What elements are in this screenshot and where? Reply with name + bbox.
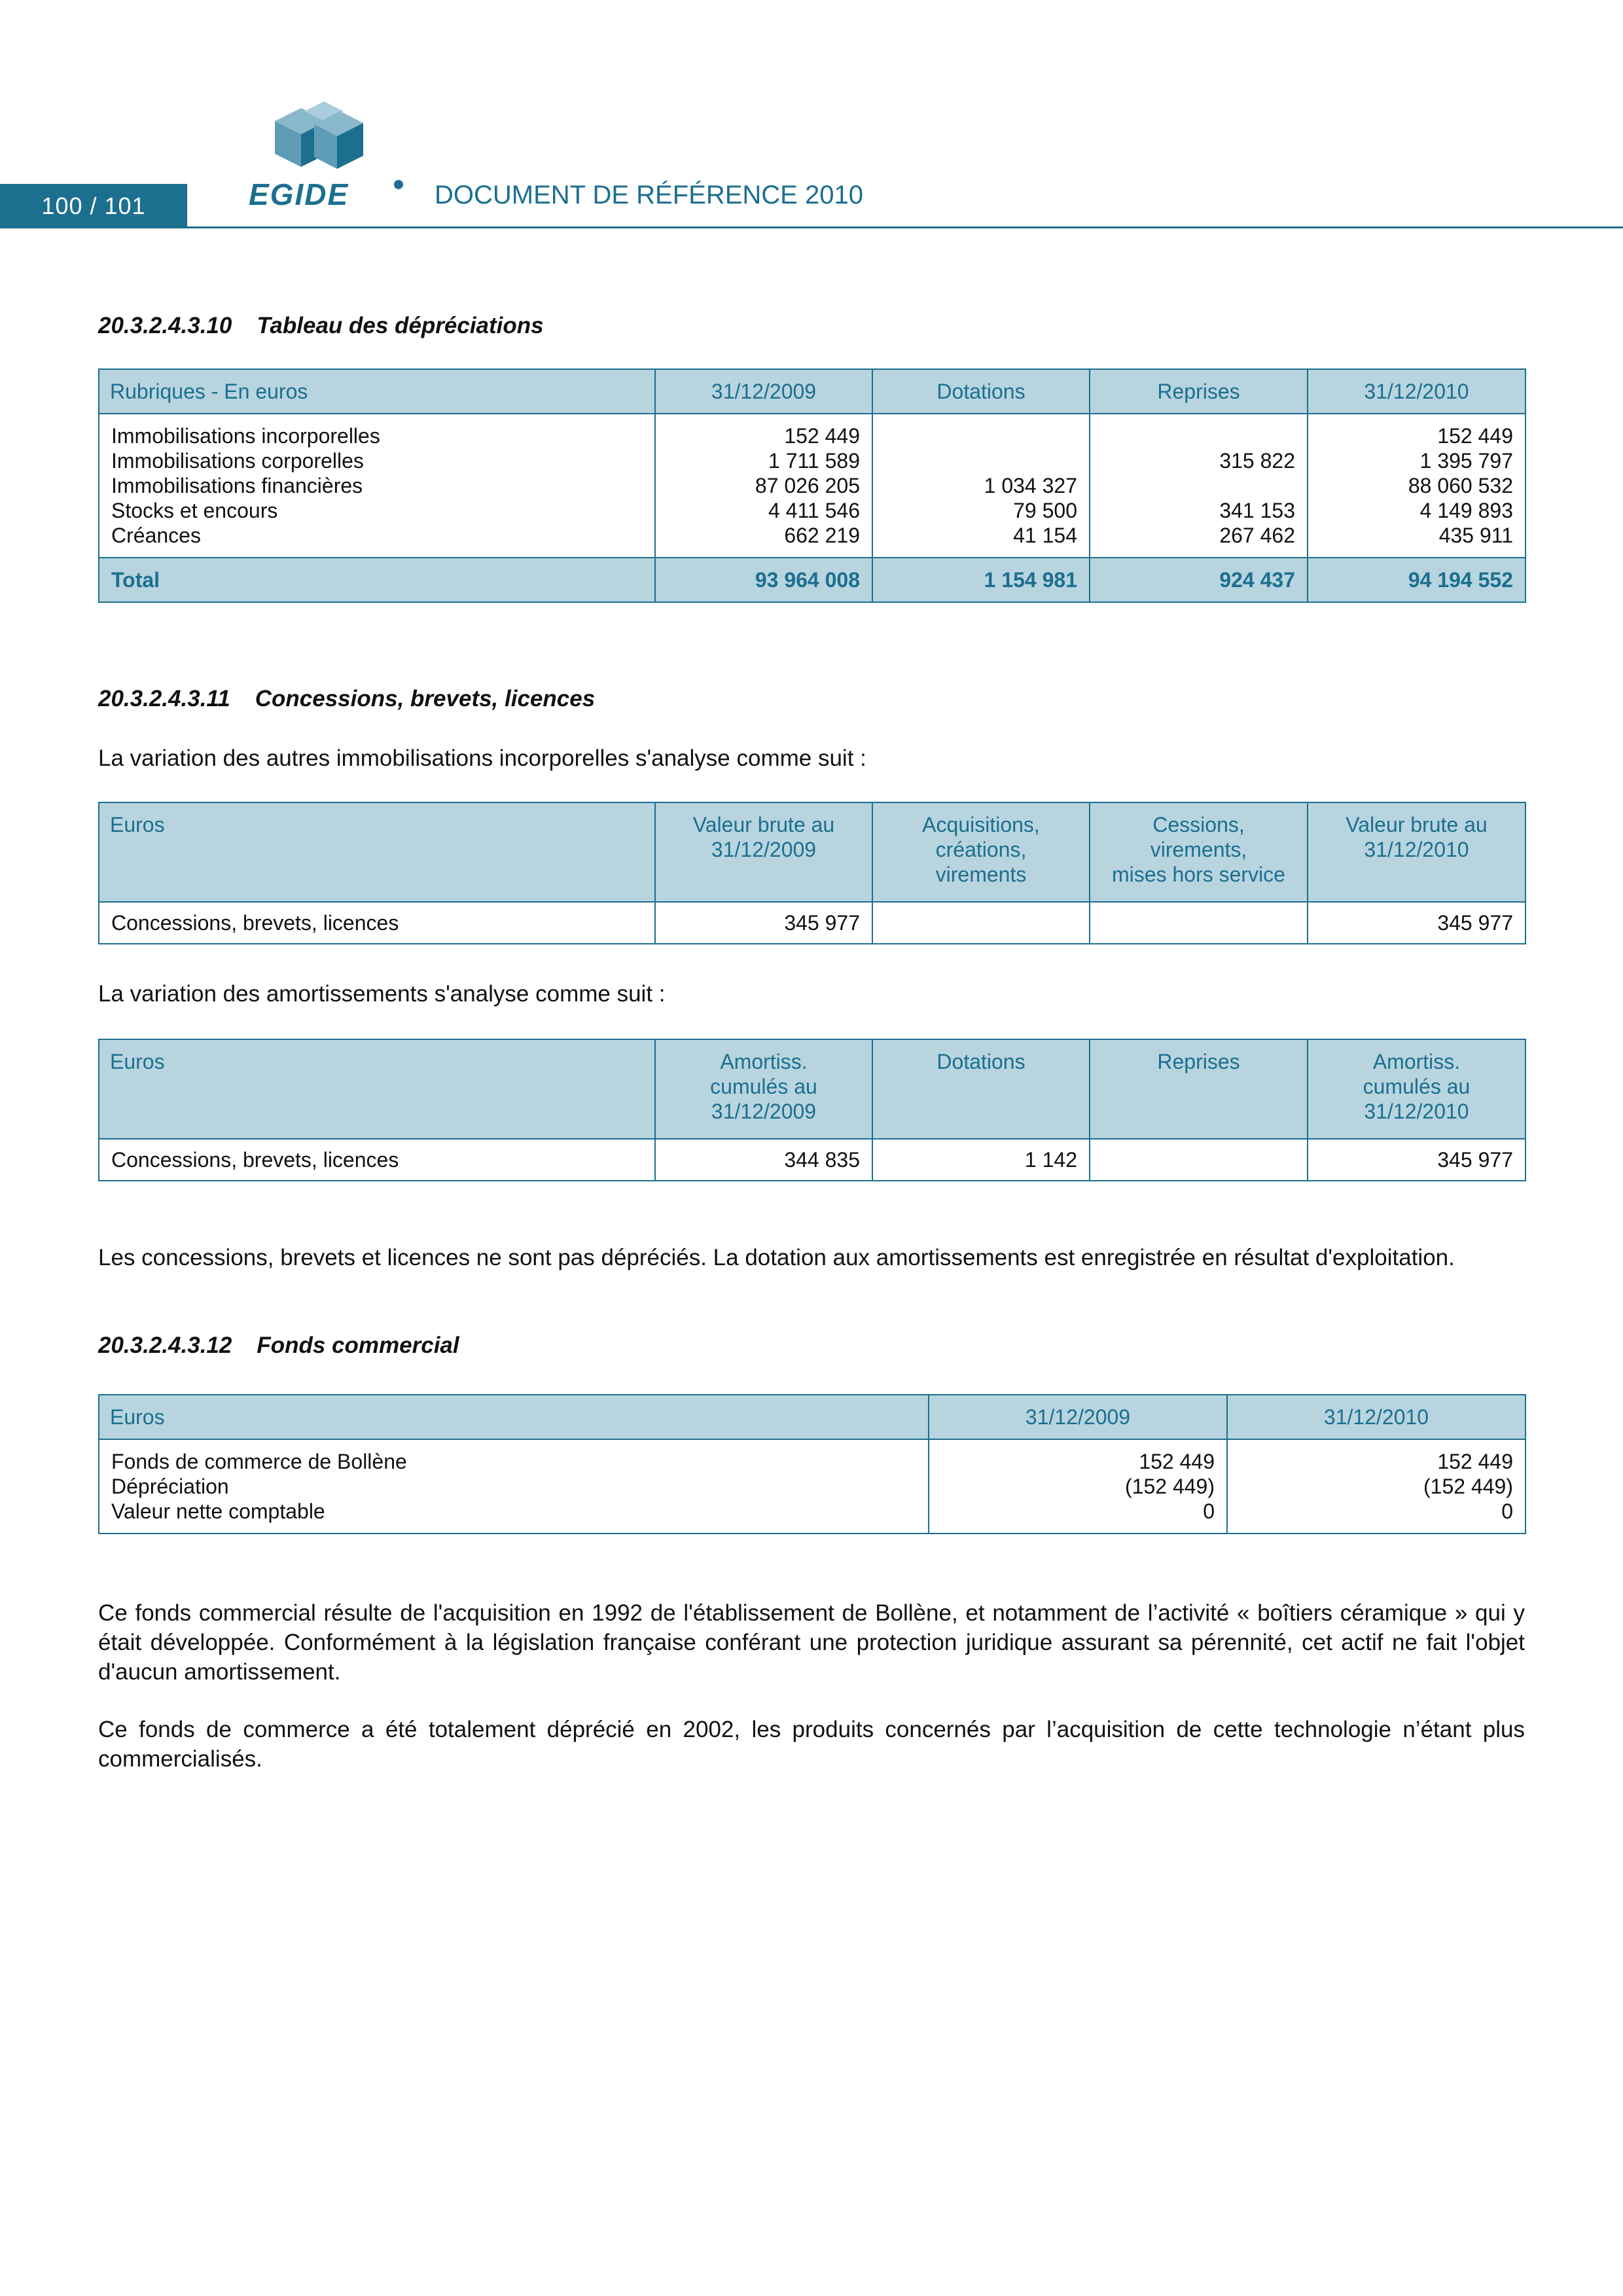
row-label: Dépréciation: [111, 1475, 229, 1498]
cell-value: [885, 448, 1077, 473]
intro-paragraph: La variation des amortissements s'analyse comme suit :: [98, 981, 666, 1007]
section-heading-concessions: [98, 686, 595, 712]
row-label: Valeur nette comptable: [111, 1499, 325, 1523]
header-divider: [187, 226, 1623, 228]
cell-value: [1102, 473, 1295, 498]
values-reprises-cell: [1090, 414, 1308, 558]
total-row: [99, 558, 1525, 602]
row-label: Fonds de commerce de Bollène: [111, 1450, 407, 1473]
amortization-table: [98, 1039, 1526, 1181]
goodwill-table: [98, 1394, 1526, 1534]
cell-value: 435 911: [1438, 524, 1513, 547]
total-label: Total: [99, 558, 655, 602]
column-header: 31/12/2009: [655, 369, 872, 414]
row-labels-cell: [99, 414, 655, 558]
column-header: Euros: [99, 1395, 929, 1439]
column-header: Amortiss. cumulés au 31/12/2009: [655, 1039, 872, 1139]
section-number: 20.3.2.4.3.11: [98, 686, 230, 711]
cell-value: 87 026 205: [755, 474, 860, 497]
section-title: Fonds commercial: [257, 1333, 459, 1358]
table-header-row: [99, 1395, 1525, 1439]
cell-value: [1090, 1139, 1308, 1181]
cell-value: 341 153: [1219, 499, 1295, 522]
cell-value: [885, 423, 1077, 448]
column-header: Dotations: [872, 1039, 1090, 1139]
gross-value-table: [98, 802, 1526, 944]
cell-value: 0: [1501, 1499, 1513, 1523]
column-header: 31/12/2010: [1308, 369, 1525, 414]
section-heading-fonds-commercial: [98, 1333, 459, 1359]
section-title: Concessions, brevets, licences: [255, 686, 596, 711]
table-row: [99, 1139, 1525, 1181]
column-header: Reprises: [1090, 369, 1308, 414]
row-labels-cell: [99, 1439, 929, 1534]
cell-value: [1090, 902, 1308, 944]
total-value: 924 437: [1090, 558, 1308, 602]
values-2009-cell: [655, 414, 872, 558]
cell-value: 152 449: [1437, 1450, 1513, 1473]
cell-value: 345 977: [1308, 902, 1525, 944]
column-header: Valeur brute au 31/12/2010: [1308, 802, 1525, 902]
column-header: Acquisitions, créations, virements: [872, 802, 1090, 902]
values-2010-cell: [1227, 1439, 1525, 1534]
section-number: 20.3.2.4.3.12: [98, 1333, 232, 1358]
table-header-row: [99, 802, 1525, 902]
table-row: [99, 902, 1525, 944]
cell-value: 4 149 893: [1419, 499, 1513, 522]
table-header-row: [99, 1039, 1525, 1139]
row-label: Concessions, brevets, licences: [99, 902, 655, 944]
column-header: Amortiss. cumulés au 31/12/2010: [1308, 1039, 1525, 1139]
row-label: Immobilisations financières: [111, 474, 363, 497]
section-heading-depreciations: [98, 313, 544, 339]
note-paragraph: Les concessions, brevets et licences ne sont pas dépréciés. La dotation aux amortissements est enregistrée en résultat d'exploitation.: [98, 1245, 1455, 1270]
cell-value: 1 711 589: [768, 449, 860, 473]
cell-value: 88 060 532: [1408, 474, 1513, 497]
cell-value: 315 822: [1219, 449, 1295, 473]
row-label: Immobilisations incorporelles: [111, 424, 380, 448]
body-paragraph: Ce fonds commercial résulte de l'acquisition en 1992 de l'établissement de Bollène, et notamment de l’activité « boîtiers céramique » qui y était développée. Conformément à la législation française conférant une protection juridique assurant sa pérennité, cet actif ne fait l'objet d'aucun amortissement.: [98, 1600, 1525, 1685]
values-2009-cell: [929, 1439, 1227, 1534]
row-label: Immobilisations corporelles: [111, 449, 364, 473]
total-value: 1 154 981: [872, 558, 1090, 602]
total-value: 94 194 552: [1308, 558, 1525, 602]
cell-value: 152 449: [784, 424, 860, 448]
column-header: Reprises: [1090, 1039, 1308, 1139]
cell-value: 662 219: [784, 524, 860, 547]
section-title: Tableau des dépréciations: [257, 313, 544, 338]
cell-value: 344 835: [655, 1139, 872, 1181]
table-row: [99, 1439, 1525, 1534]
cell-value: (152 449): [1423, 1475, 1513, 1498]
cell-value: 152 449: [1437, 424, 1513, 448]
column-header: 31/12/2009: [929, 1395, 1227, 1439]
total-value: 93 964 008: [655, 558, 872, 602]
cell-value: 152 449: [1139, 1450, 1215, 1473]
depreciation-table: [98, 368, 1526, 603]
cell-value: 0: [1203, 1499, 1215, 1523]
table-row: [99, 414, 1525, 558]
page-number: 100 / 101: [0, 184, 187, 228]
body-paragraph: Ce fonds de commerce a été totalement déprécié en 2002, les produits concernés par l’acquisition de cette technologie n’étant plus commercialisés.: [98, 1717, 1525, 1772]
table-header-row: [99, 369, 1525, 414]
cell-value: 345 977: [655, 902, 872, 944]
cell-value: 267 462: [1219, 524, 1295, 547]
logo-text: EGIDE: [249, 177, 349, 211]
cell-value: 345 977: [1308, 1139, 1525, 1181]
column-header: Euros: [99, 802, 655, 902]
header-bullet: [394, 180, 403, 189]
column-header: 31/12/2010: [1227, 1395, 1525, 1439]
cell-value: [1102, 423, 1295, 448]
column-header: Dotations: [872, 369, 1090, 414]
column-header: Valeur brute au 31/12/2009: [655, 802, 872, 902]
row-label: Créances: [111, 524, 201, 547]
cell-value: 79 500: [1013, 499, 1077, 522]
cell-value: 1 395 797: [1419, 449, 1513, 473]
section-number: 20.3.2.4.3.10: [98, 313, 232, 338]
column-header: Rubriques - En euros: [99, 369, 655, 414]
cell-value: 4 411 546: [768, 499, 860, 522]
column-header: Euros: [99, 1039, 655, 1139]
cell-value: 1 142: [872, 1139, 1090, 1181]
cell-value: 41 154: [1013, 524, 1077, 547]
document-title: DOCUMENT DE RÉFÉRENCE 2010: [435, 181, 863, 209]
values-2010-cell: [1308, 414, 1525, 558]
values-dotations-cell: [872, 414, 1090, 558]
column-header: Cessions, virements, mises hors service: [1090, 802, 1308, 902]
cell-value: 1 034 327: [984, 474, 1077, 497]
row-label: Stocks et encours: [111, 499, 278, 522]
cell-value: (152 449): [1125, 1475, 1215, 1498]
intro-paragraph: La variation des autres immobilisations incorporelles s'analyse comme suit :: [98, 745, 866, 771]
row-label: Concessions, brevets, licences: [99, 1139, 655, 1181]
cell-value: [872, 902, 1090, 944]
